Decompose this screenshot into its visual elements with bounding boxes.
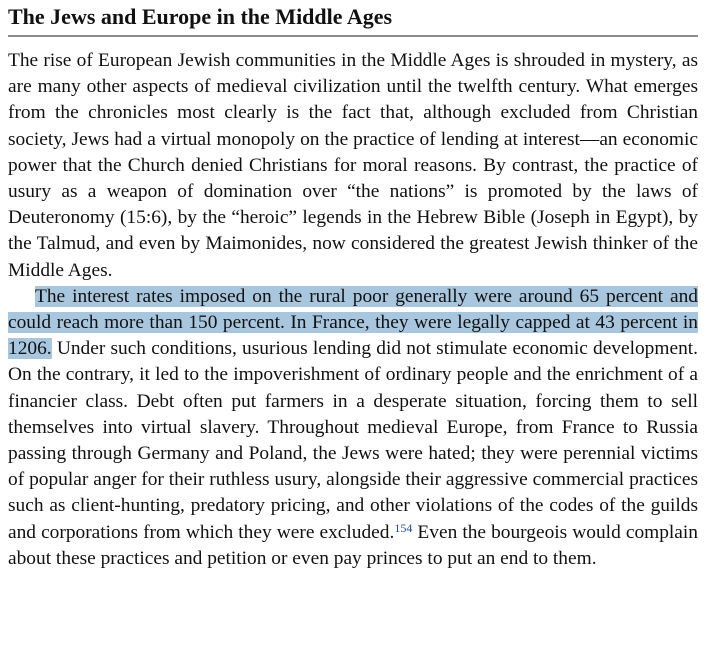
paragraph-2-text-end: Even the bourgeois would complain about these practices and petition or even pay princes to put an end to them.: [8, 521, 698, 569]
highlighted-passage[interactable]: The interest rates imposed on the rural poor generally were around 65 percent and could reach more than 150 percent. In France, they were legally capped at 43 percent in 1206.: [8, 285, 698, 360]
paragraph-1: The rise of European Jewish communities in the Middle Ages is shrouded in mystery, as are many other aspects of medieval civilization until the twelfth century. What emerges from the chronicles most clearly is the fact that, although excluded from Christian society, Jews had a virtual monopoly on the practice of lending at interest—an economic power that the Church denied Christians for moral reasons. By contrast, the practice of usury as a weapon of domination over “the nations” is promoted by the laws of Deuteronomy (15:6), by the “heroic” legends in the Hebrew Bible (Joseph in Egypt), by the Talmud, and even by Maimonides, now considered the greatest Jewish thinker of the Middle Ages.: [8, 50, 698, 281]
footnote-reference[interactable]: 154: [394, 520, 413, 535]
title-divider: [8, 35, 698, 37]
section-title: The Jews and Europe in the Middle Ages: [8, 4, 393, 29]
body-text: [8, 48, 698, 572]
paragraph-2: [8, 284, 698, 572]
paragraph-2-text: Under such conditions, usurious lending did not stimulate economic development. On the contrary, it led to the impoverishment of ordinary people and the enrichment of a financier class. Debt often put farmers in a desperate situation, forcing them to sell themselves into virtual slavery. Throughout medieval Europe, from France to Russia passing through Germany and Poland, the Jews were hated; they were perennial victims of popular anger for their ruthless usury, alongside their aggressive commercial practices such as client-hunting, predatory pricing, and other violations of the codes of the guilds and corporations from which they were excluded.: [8, 338, 698, 543]
